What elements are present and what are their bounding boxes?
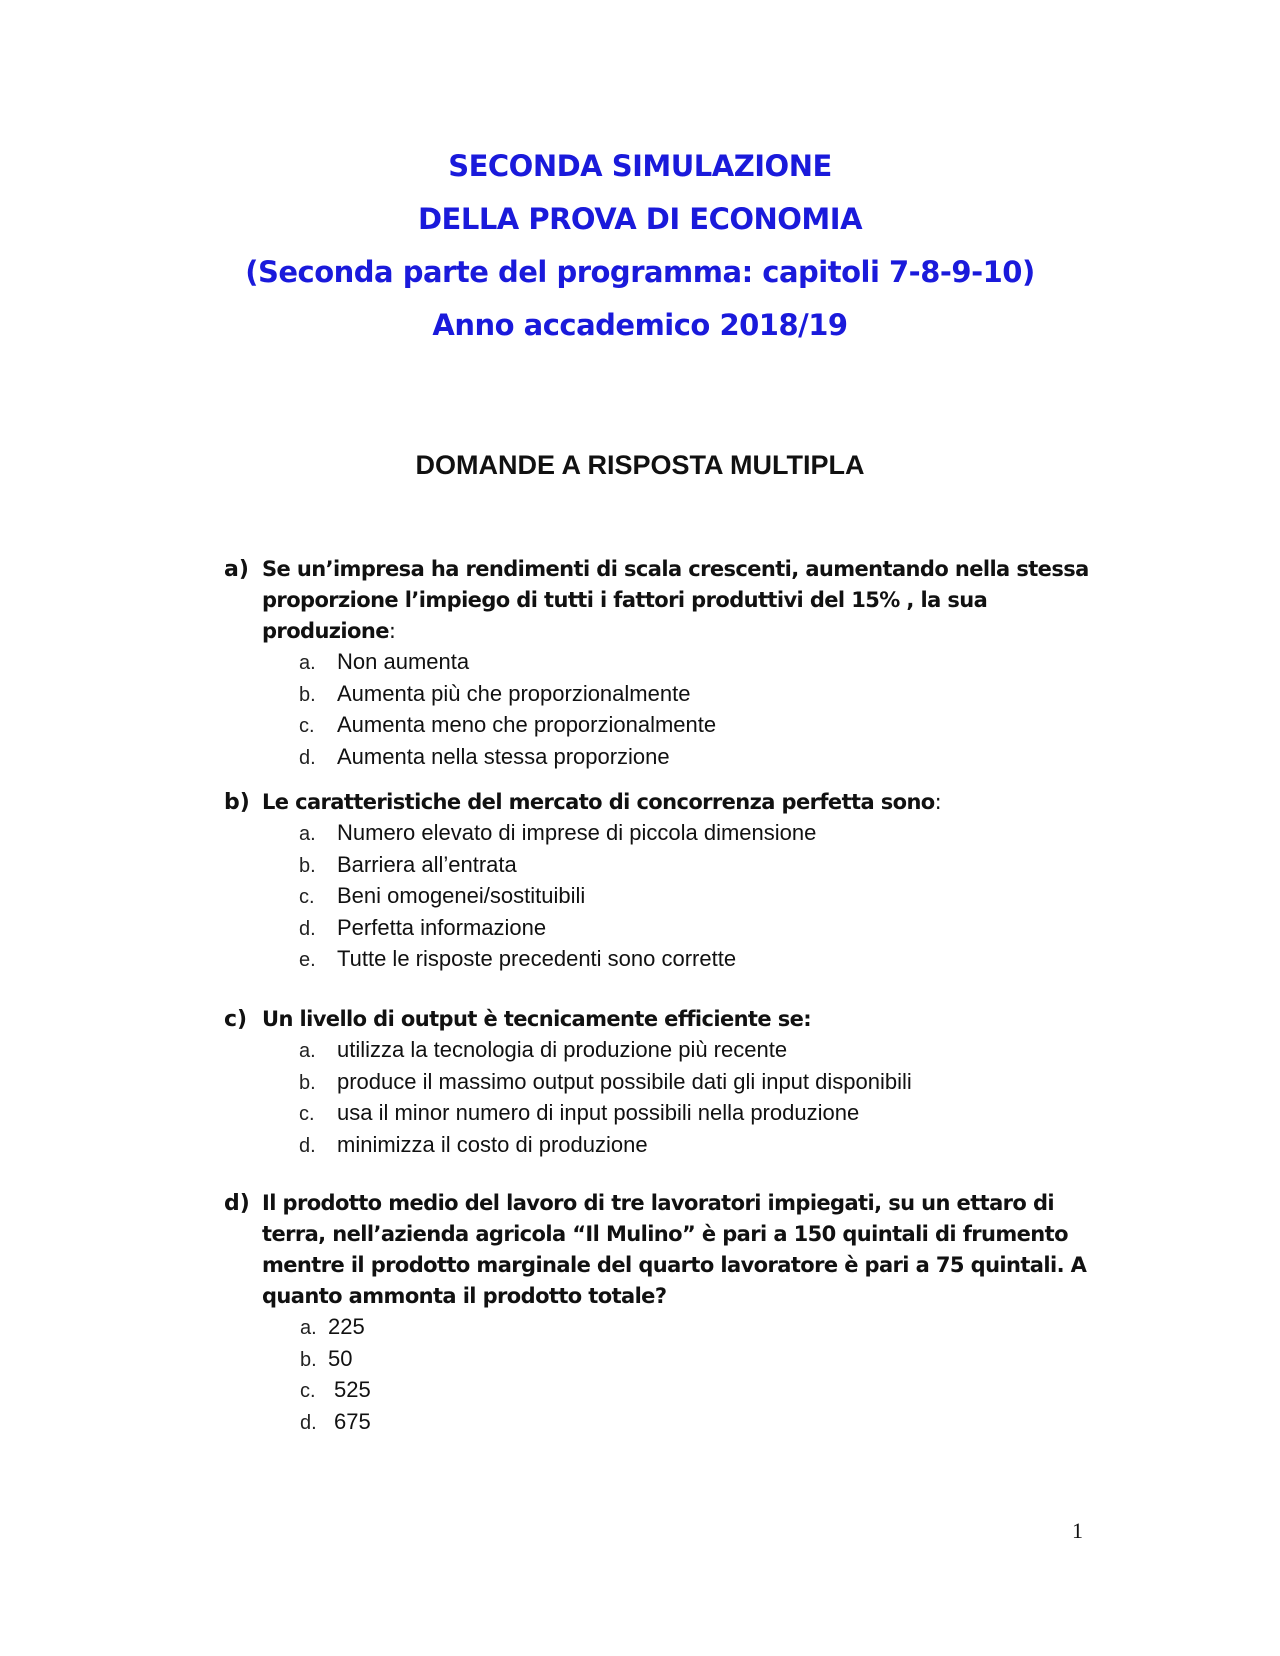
- option-item: [299, 1035, 1104, 1067]
- option-text: 525: [334, 1377, 371, 1402]
- option-item: [299, 881, 1104, 913]
- option-letter: b.: [299, 683, 316, 706]
- option-text: 50: [328, 1345, 353, 1371]
- section-heading: DOMANDE A RISPOSTA MULTIPLA: [415, 450, 865, 480]
- option-text: minimizza il costo di produzione: [337, 1131, 648, 1157]
- option-letter: c.: [299, 886, 315, 908]
- question-a: [224, 554, 1104, 773]
- option-letter: b.: [299, 1071, 316, 1094]
- options-list: [224, 818, 1104, 976]
- option-text: 675: [334, 1408, 371, 1434]
- option-text: Aumenta meno che proporzionalmente: [337, 712, 717, 737]
- option-letter: a.: [300, 1317, 317, 1339]
- question-suffix: :: [934, 790, 942, 814]
- question-text-body: Le caratteristiche del mercato di concorrenza perfetta sono: [262, 790, 935, 814]
- title-line-3: (Seconda parte del programma: capitoli 7-8-9-10): [245, 255, 1035, 289]
- option-letter: c.: [300, 1380, 316, 1402]
- option-item: [299, 710, 1104, 742]
- question-label: b): [224, 790, 250, 815]
- options-list: [224, 1312, 1104, 1438]
- option-letter: a.: [299, 1040, 316, 1062]
- document-title: [0, 140, 1280, 352]
- option-text: usa il minor numero di input possibili nella produzione: [337, 1100, 860, 1125]
- question-label: c): [224, 1007, 248, 1032]
- option-text: Beni omogenei/sostituibili: [337, 883, 586, 908]
- option-text: produce il massimo output possibile dati gli input disponibili: [337, 1068, 912, 1094]
- option-item: [299, 742, 1104, 774]
- option-letter: c.: [299, 1103, 315, 1125]
- question-text-body: Se un’impresa ha rendimenti di scala crescenti, aumentando nella stessa proporzione l’impiego di tutti i fattori produttivi del 15% , la sua produzione: [262, 557, 1089, 643]
- option-item: [299, 1130, 1104, 1162]
- option-text: Perfetta informazione: [337, 914, 547, 940]
- option-letter: e.: [299, 949, 316, 971]
- option-text: Numero elevato di imprese di piccola dimensione: [337, 820, 817, 845]
- title-line-4: Anno accademico 2018/19: [432, 308, 848, 342]
- question-text: [262, 554, 1104, 647]
- question-label: a): [224, 557, 249, 582]
- option-text: 225: [328, 1314, 365, 1339]
- question-text: [262, 787, 1104, 818]
- option-item: [300, 1407, 1104, 1439]
- option-item: [300, 1344, 1104, 1376]
- options-list: [224, 1035, 1104, 1161]
- question-c: [224, 1004, 1104, 1161]
- question-text: [262, 1188, 1104, 1312]
- question-d: [224, 1188, 1104, 1438]
- option-letter: a.: [299, 823, 316, 845]
- title-line-2: DELLA PROVA DI ECONOMIA: [417, 202, 863, 236]
- option-letter: d.: [300, 1411, 317, 1434]
- option-item: [299, 1067, 1104, 1099]
- question-label: d): [224, 1191, 250, 1216]
- option-letter: a.: [299, 652, 316, 674]
- question-suffix: :: [388, 619, 396, 643]
- options-list: [224, 647, 1104, 773]
- option-letter: d.: [299, 746, 316, 769]
- option-text: Non aumenta: [337, 649, 470, 674]
- option-item: [299, 818, 1104, 850]
- option-text: Barriera all’entrata: [337, 851, 517, 877]
- option-item: [299, 679, 1104, 711]
- option-text: Aumenta nella stessa proporzione: [337, 743, 670, 769]
- option-text: Aumenta più che proporzionalmente: [337, 680, 691, 706]
- option-item: [299, 1098, 1104, 1130]
- title-line-1: SECONDA SIMULAZIONE: [448, 149, 832, 183]
- option-item: [299, 850, 1104, 882]
- option-letter: b.: [300, 1348, 317, 1371]
- question-text-body: Un livello di output è tecnicamente efficiente se:: [262, 1007, 812, 1031]
- option-item: [300, 1375, 1104, 1407]
- option-item: [299, 944, 1104, 976]
- option-letter: c.: [299, 715, 315, 737]
- option-item: [299, 913, 1104, 945]
- question-text: [262, 1004, 1104, 1035]
- question-b: [224, 787, 1104, 976]
- option-letter: d.: [299, 1134, 316, 1157]
- option-item: [300, 1312, 1104, 1344]
- option-letter: b.: [299, 854, 316, 877]
- page-number: 1: [1072, 1518, 1083, 1543]
- option-item: [299, 647, 1104, 679]
- question-text-body: Il prodotto medio del lavoro di tre lavoratori impiegati, su un ettaro di terra, nell’azienda agricola “Il Mulino” è pari a 150 quintali di frumento mentre il prodotto marginale del quarto lavoratore è pari a 75 quintali. A quanto ammonta il prodotto totale?: [262, 1191, 1087, 1308]
- option-text: Tutte le risposte precedenti sono corrette: [337, 946, 737, 971]
- option-text: utilizza la tecnologia di produzione più recente: [337, 1037, 788, 1062]
- option-letter: d.: [299, 917, 316, 940]
